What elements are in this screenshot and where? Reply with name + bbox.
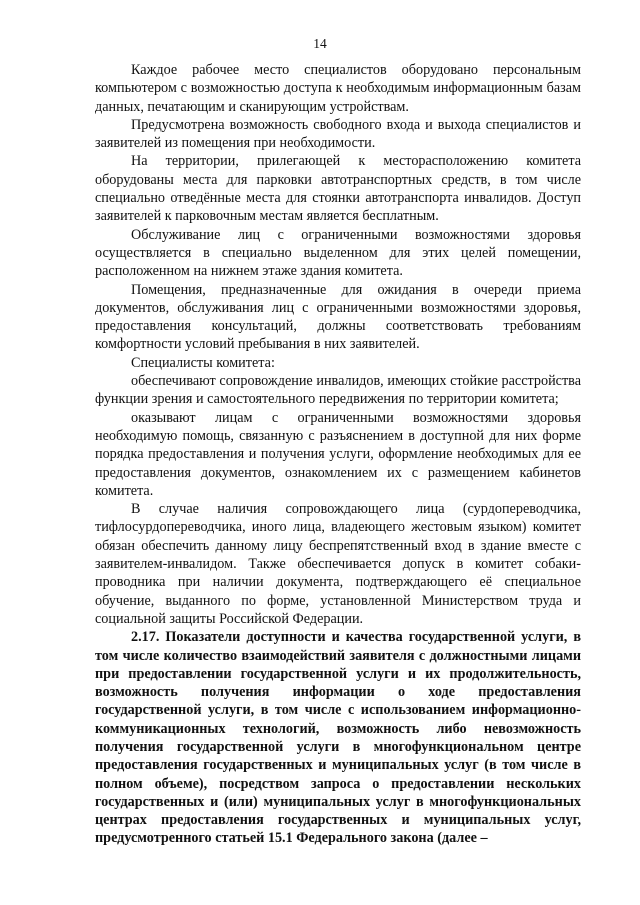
paragraph-specialists-intro: Специалисты комитета: [131, 354, 275, 371]
paragraph-free-entry-exit: Предусмотрена возможность свободного входа и выхода специалистов и заявителей из помещения при необходимости. [95, 116, 581, 152]
paragraph-disability-service: Обслуживание лиц с ограниченными возможностями здоровья осуществляется в специально выделенном для этих целей помещении, расположенном на нижнем этаже здания комитета. [95, 226, 581, 280]
document-body [95, 61, 581, 848]
section-heading-2-17: 2.17. Показатели доступности и качества государственной услуги, в том числе количество взаимодействий заявителя с должностными лицами при предоставлении государственной услуги и их продолжительность, возможность получения информации о ходе предоставления государственной услуги, в том числе с использованием информационно-коммуникационных технологий, возможность либо невозможность получения государственной услуги в многофункциональном центре предоставления государственных и муниципальных услуг (в том числе в полном объеме), посредством запроса о предоставлении нескольких государственных и (или) муниципальных услуг в многофункциональных центрах предоставления государственных и муниципальных услуг, предусмотренного статьей 15.1 Федерального закона (далее – [95, 629, 581, 847]
paragraph-assistance: оказывают лицам с ограниченными возможностями здоровья необходимую помощь, связанную с разъяснением в доступной для них форме порядка предоставления и получения услуги, оформление необходимых для ее предоставления документов, ознакомлением их с размещением кабинетов комитета. [95, 409, 581, 499]
paragraph-accompanying-person: В случае наличия сопровождающего лица (сурдопереводчика, тифлосурдопереводчика, иного лица, владеющего жестовым языком) комитет обязан обеспечить данному лицу беспрепятственный вход в здание вместе с заявителем-инвалидом. Также обеспечивается допуск в комитет собаки-проводника при наличии документа, подтверждающего её специальное обучение, выданного по форме, установленной Министерством труда и социальной защиты Российской Федерации. [95, 501, 581, 627]
paragraph-escort-disabled: обеспечивают сопровождение инвалидов, имеющих стойкие расстройства функции зрения и самостоятельного передвижения по территории комитета; [95, 373, 581, 408]
paragraph-waiting-rooms: Помещения, предназначенные для ожидания в очереди приема документов, обслуживания лиц с ограниченными возможностями здоровья, предоставления консультаций, должны соответствовать требованиям комфортности условий пребывания в них заявителей. [95, 281, 581, 353]
page-number: 14 [313, 36, 327, 51]
paragraph-parking: На территории, прилегающей к месторасположению комитета оборудованы места для парковки автотранспортных средств, в том числе специально отведённые места для стоянки автотранспорта инвалидов. Доступ заявителей к парковочным местам является бесплатным. [95, 153, 581, 225]
paragraph-workplace-equipment: Каждое рабочее место специалистов оборудовано персональным компьютером с возможностью доступа к необходимым информационным базам данных, печатающим и сканирующим устройствам. [95, 62, 581, 115]
